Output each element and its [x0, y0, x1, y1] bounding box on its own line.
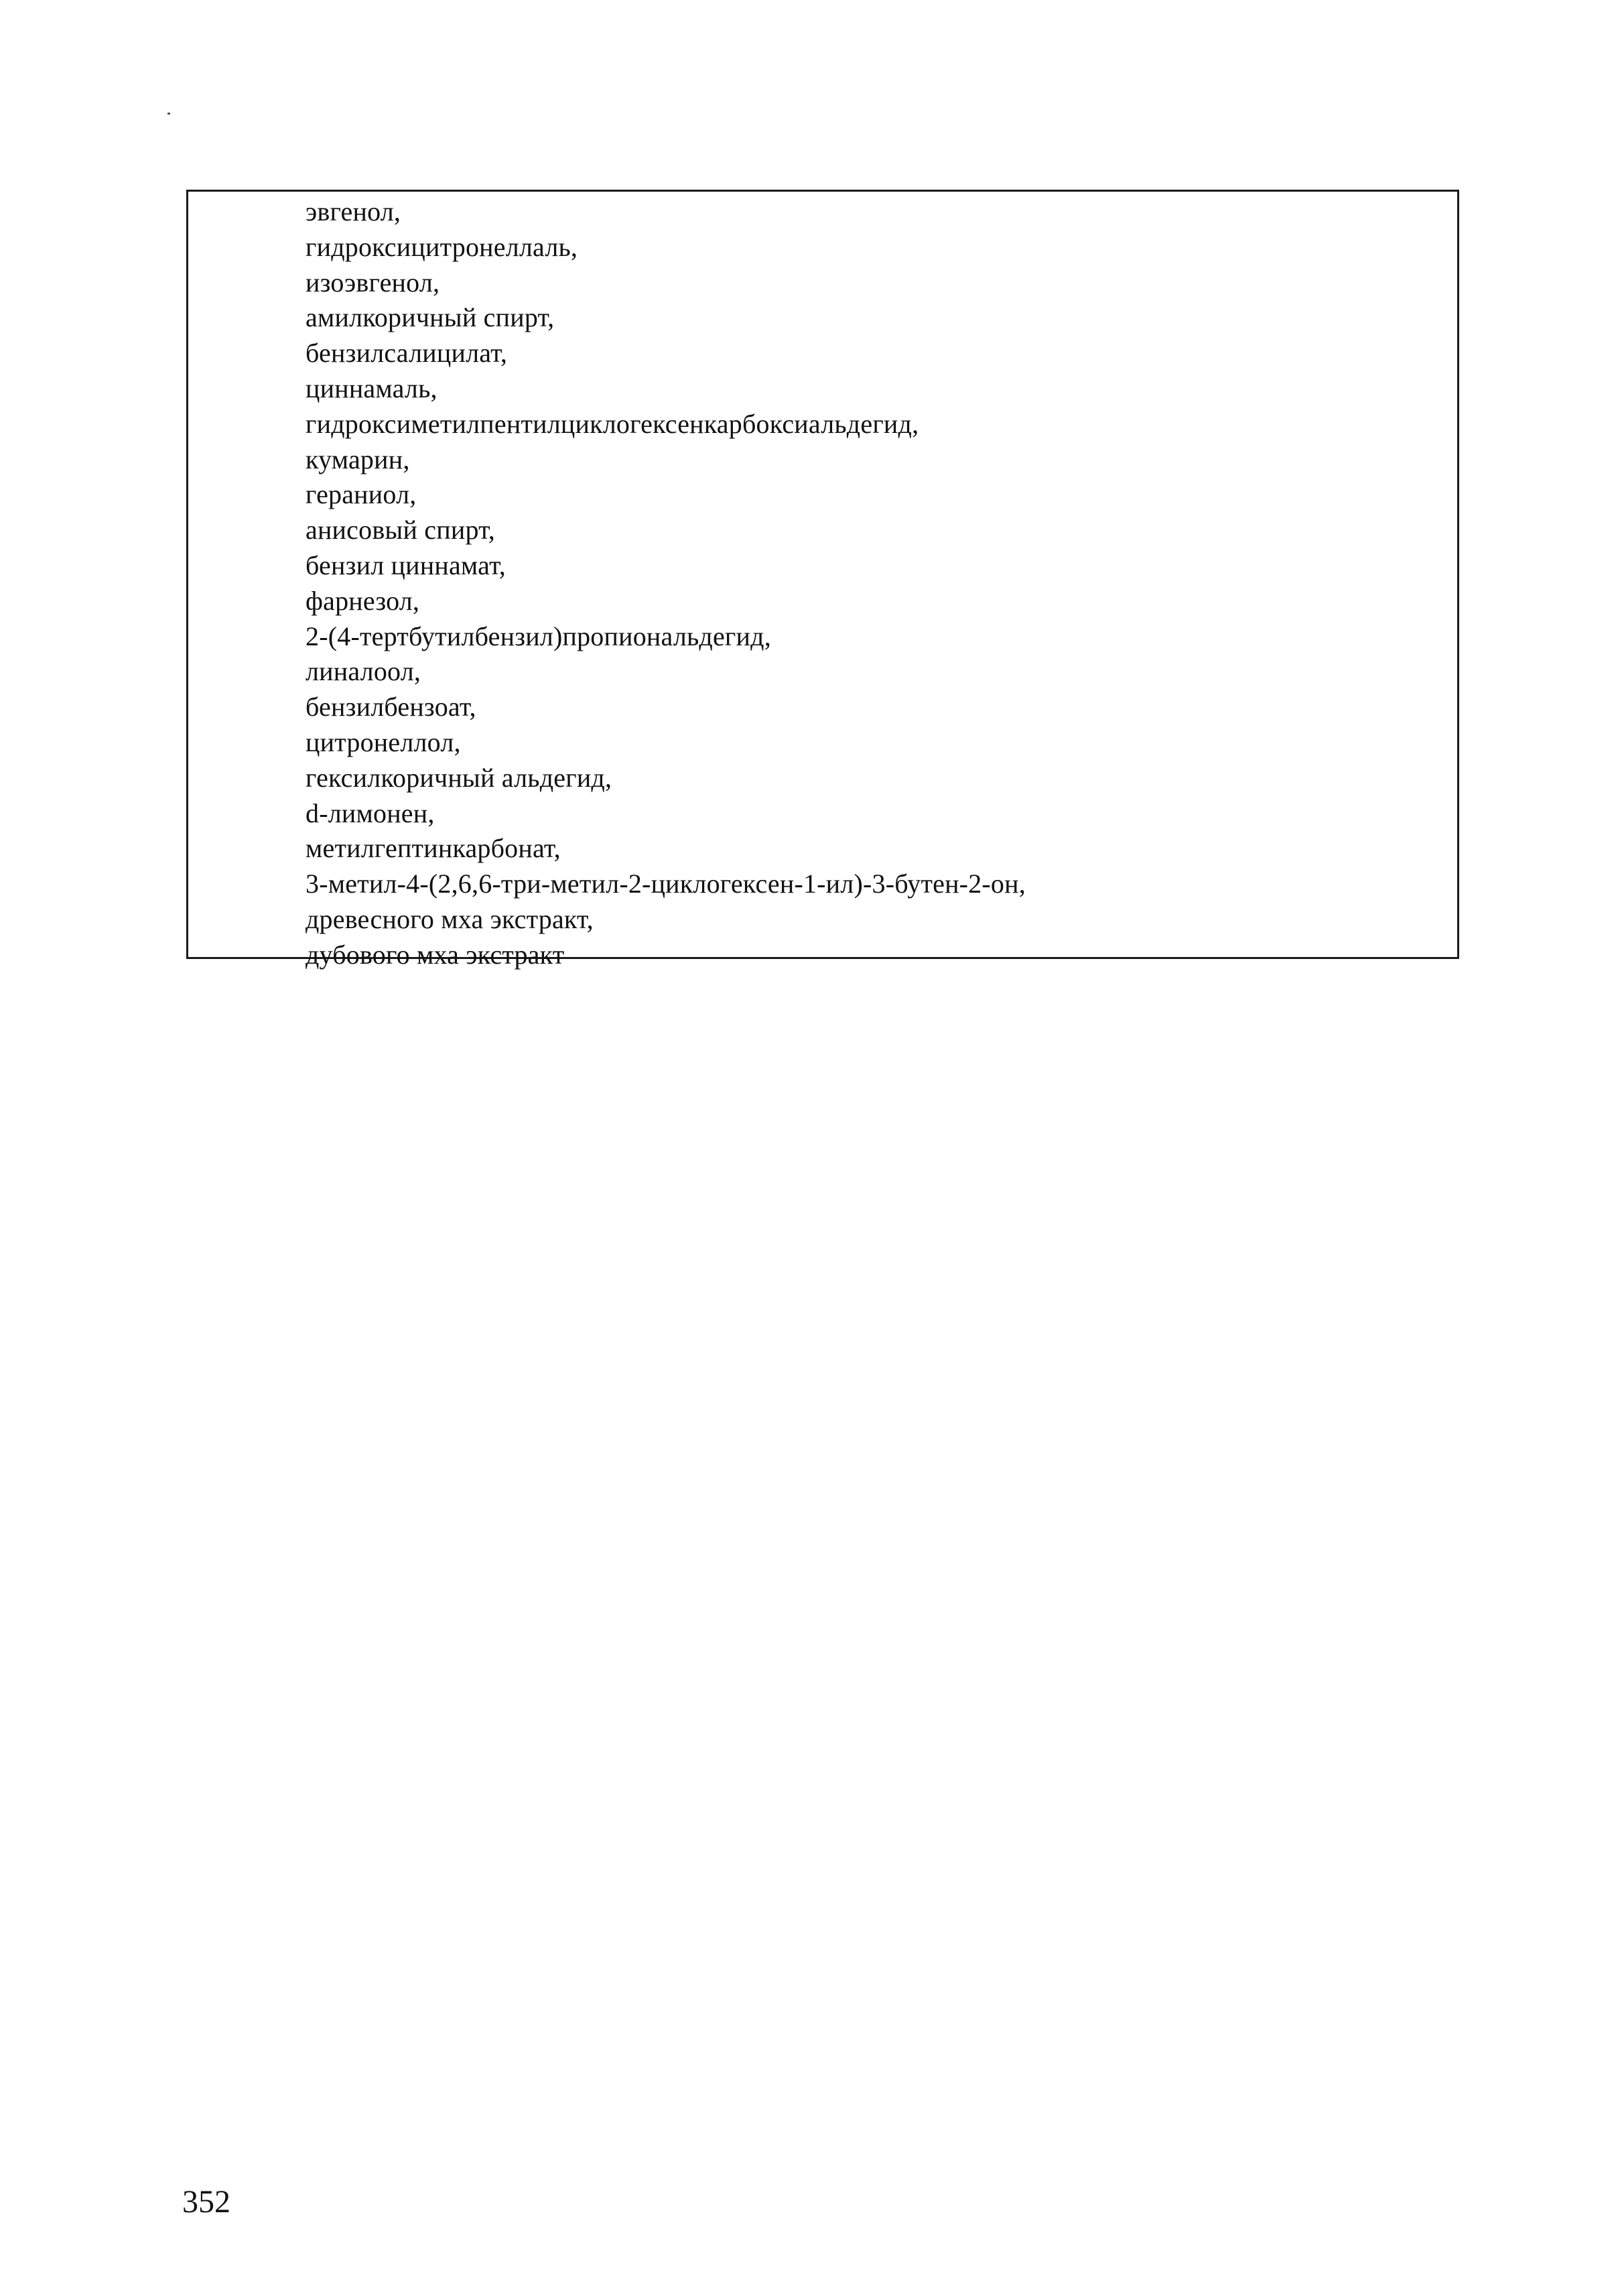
allergen-list-table: [186, 190, 1459, 970]
list-item: d-лимонен,: [306, 798, 435, 828]
list-item: гидроксицитронеллаль,: [306, 231, 578, 262]
allergen-list: [306, 194, 1444, 973]
list-item: гераниол,: [306, 479, 417, 510]
list-item: амилкоричный спирт,: [306, 302, 555, 333]
list-item: фарнезол,: [306, 585, 420, 616]
list-item: анисовый спирт,: [306, 515, 495, 546]
page-number: 352: [182, 2184, 230, 2220]
list-item: древесного мха экстракт,: [306, 903, 594, 934]
list-item: бензилсалицилат,: [306, 338, 508, 369]
list-item: линалоол,: [306, 656, 421, 687]
list-item: изоэвгенол,: [306, 267, 440, 298]
list-item: циннамаль,: [306, 373, 437, 403]
list-item: эвгенол,: [306, 196, 401, 227]
list-item: 2-(4-тертбутилбензил)пропиональдегид,: [306, 621, 771, 651]
list-item: цитронеллол,: [306, 726, 461, 757]
list-item: дубового мха экстракт: [306, 939, 565, 970]
list-item: бензил циннамат,: [306, 550, 506, 580]
list-item: бензилбензоат,: [306, 692, 476, 722]
list-item: кумарин,: [306, 444, 410, 474]
scan-speck: [167, 113, 170, 115]
list-item: метилгептинкарбонат,: [306, 833, 561, 864]
list-item: гексилкоричный альдегид,: [306, 762, 612, 793]
list-item: гидроксиметилпентилциклогексенкарбоксиальдегид,: [306, 408, 919, 439]
list-item: 3-метил-4-(2,6,6-три-метил-2-циклогексен-1-ил)-3-бутен-2-он,: [306, 869, 1026, 899]
